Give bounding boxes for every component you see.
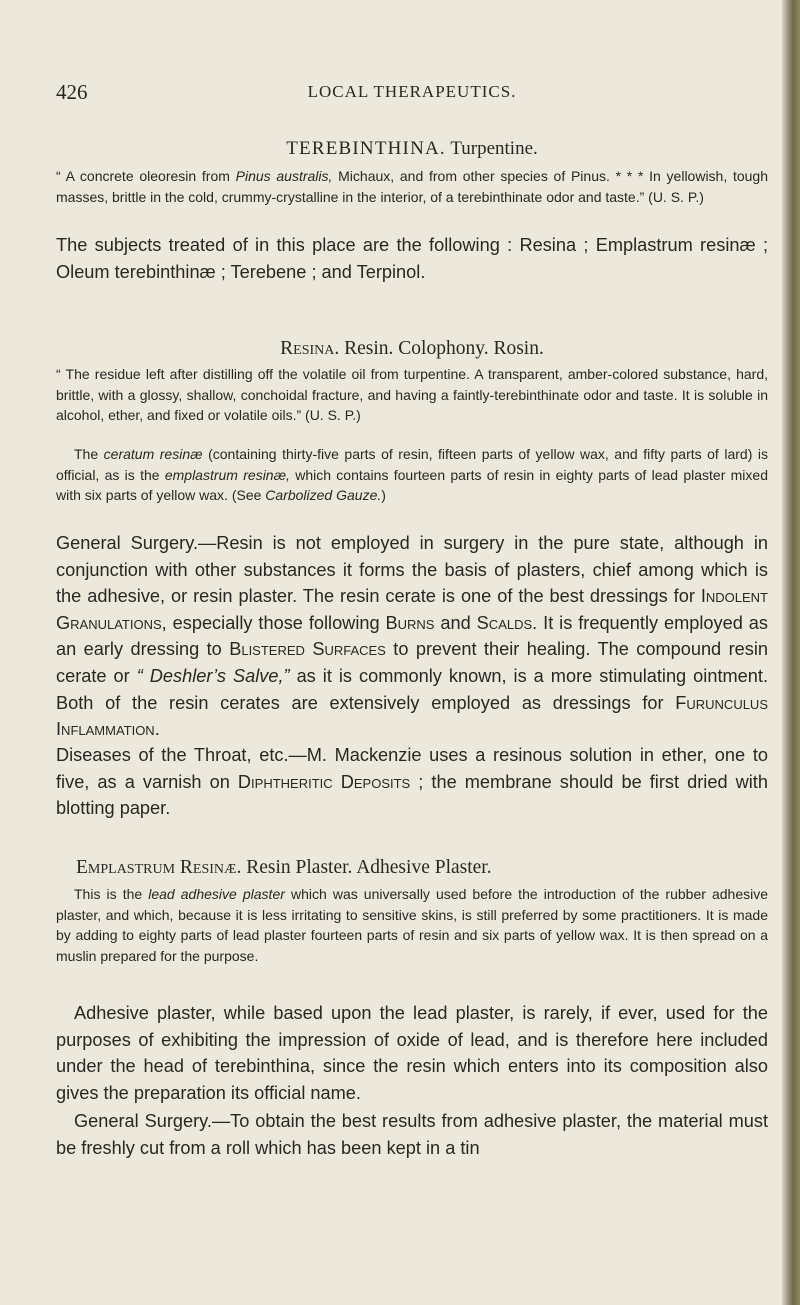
pinus-australis-italic: Pinus australis,	[235, 168, 333, 184]
indolent-granulations-sc: Indolent Granulations,	[56, 586, 768, 633]
page-header	[56, 80, 768, 104]
emplastrum-paragraph-2: Adhesive plaster, while based upon the lead plaster, is rarely, if ever, used for the purposes of exhibiting the impression of oxide of lead, and is therefore here included under the head of terebinthina, since the resin which enters into its composition also gives the preparation its official name.	[56, 1003, 768, 1103]
burns-sc: Burns	[385, 612, 435, 633]
general-surgery-heading: General Surgery.	[56, 533, 198, 553]
lead-adhesive-plaster-italic: lead adhesive plaster	[148, 886, 285, 902]
emplastrum-title	[76, 857, 768, 879]
resina-title	[56, 338, 768, 360]
emplastrum-title-common: Resin Plaster. Adhesive Plaster.	[246, 857, 492, 878]
terebinthina-quote-part: “ A concrete oleoresin from	[56, 168, 236, 184]
ceratum-text: )	[381, 487, 386, 504]
terebinthina-title-latin: TEREBINTHINA.	[286, 138, 446, 159]
gs1-text: to prevent their healing. The compound resin cerate or	[56, 639, 768, 686]
terebinthina-title	[56, 138, 768, 160]
emplastrum-paragraph-1	[56, 884, 768, 966]
general-surgery-paragraph-1	[56, 530, 768, 743]
furunculus-inflammation-sc: Furunculus Inflammation.	[56, 692, 768, 740]
blistered-surfaces-sc: Blistered Surfaces	[229, 639, 386, 660]
resina-title-latin: Resina.	[280, 338, 340, 359]
terebinthina-definition	[56, 166, 768, 207]
terebinthina-quote-part: Michaux, and from other species of Pinus. * * * In yellowish, tough masses, brittle in the cold, crummy-crystalline in the interior, of a terebinthinate odor and taste.” (U. S. P.)	[56, 168, 768, 205]
ceratum-text: (containing thirty-five parts of resin, fifteen parts of yellow wax, and fifty parts of lard) is official, as is the	[56, 446, 768, 483]
general-surgery-paragraph-2	[56, 1108, 768, 1161]
resina-definition: “ The residue left after distilling off the volatile oil from turpentine. A transparent, amber-colored substance, hard, brittle, with a glossy, shallow, conchoidal fracture, and having a faintly-terebinthinate odor and taste. It is soluble in alcohol, ether, and fixed or volatile oils.” (U. S. P.)	[56, 366, 768, 424]
emplastrum-resinae-italic: emplastrum resinæ,	[164, 466, 290, 483]
diphtheritic-deposits-sc: Diphtheritic Deposits	[237, 771, 411, 792]
page-edge-shadow	[782, 0, 800, 1305]
throat-text: ; the membrane should be first dried with blotting paper.	[56, 771, 768, 819]
gs1-text: —Resin is not employed in surgery in the pure state, although in conjunction with other substances it forms the basis of plasters, chief among which is the adhesive, or resin plaster. The resin cerate is one of the best dressings for	[56, 533, 768, 607]
emplastrum-text: which was universally used before the introduction of the rubber adhesive plaster, and which, because it is less irritating to sensitive skins, is still preferred by some practitioners. It is made by adding to eighty parts of lead plaster fourteen parts of resin and six parts of yellow wax. It is then spread on a muslin prepared for the purpose.	[56, 886, 769, 964]
gs1-text: especially those following	[166, 612, 386, 633]
general-surgery-heading-2: General Surgery.	[74, 1111, 212, 1131]
running-head: LOCAL THERAPEUTICS.	[307, 82, 517, 101]
subjects-paragraph: The subjects treated of in this place are the following : Resina ; Emplastrum resinæ ; Oleum terebinthinæ ; Terebene ; and Terpinol.	[56, 235, 768, 282]
deshlers-salve-italic: “ Deshler’s Salve,”	[136, 665, 290, 686]
emplastrum-title-latin: Emplastrum Resinæ.	[76, 857, 242, 878]
ceratum-resinae-italic: ceratum resinæ	[103, 446, 203, 462]
emplastrum-text: This is the	[74, 886, 149, 902]
ceratum-text: The	[74, 446, 104, 462]
ceratum-paragraph	[56, 444, 768, 506]
ceratum-text: which contains fourteen parts of resin in eighty parts of lead plaster mixed with six parts of yellow wax. (See	[56, 466, 768, 504]
gs1-text: as it is commonly known, is a more stimulating ointment. Both of the resin cerates are extensively employed as dressings for	[56, 665, 768, 713]
throat-paragraph	[56, 742, 768, 822]
gs1-text: It is frequently employed as an early dressing to	[56, 612, 768, 660]
terebinthina-title-common: Turpentine.	[450, 138, 538, 159]
resina-title-common: Resin. Colophony. Rosin.	[344, 338, 544, 359]
scalds-sc: Scalds.	[476, 612, 538, 633]
gs2-text: —To obtain the best results from adhesive plaster, the material must be freshly cut from a roll which has been kept in a tin	[56, 1111, 768, 1158]
throat-text: —M. Mackenzie uses a resinous solution in ether, one to five, as a varnish on	[56, 745, 768, 792]
gs1-text: and	[434, 612, 477, 633]
throat-heading: Diseases of the Throat, etc.	[56, 745, 289, 765]
page-number: 426	[56, 80, 88, 104]
carbolized-gauze-italic: Carbolized Gauze.	[265, 487, 382, 504]
